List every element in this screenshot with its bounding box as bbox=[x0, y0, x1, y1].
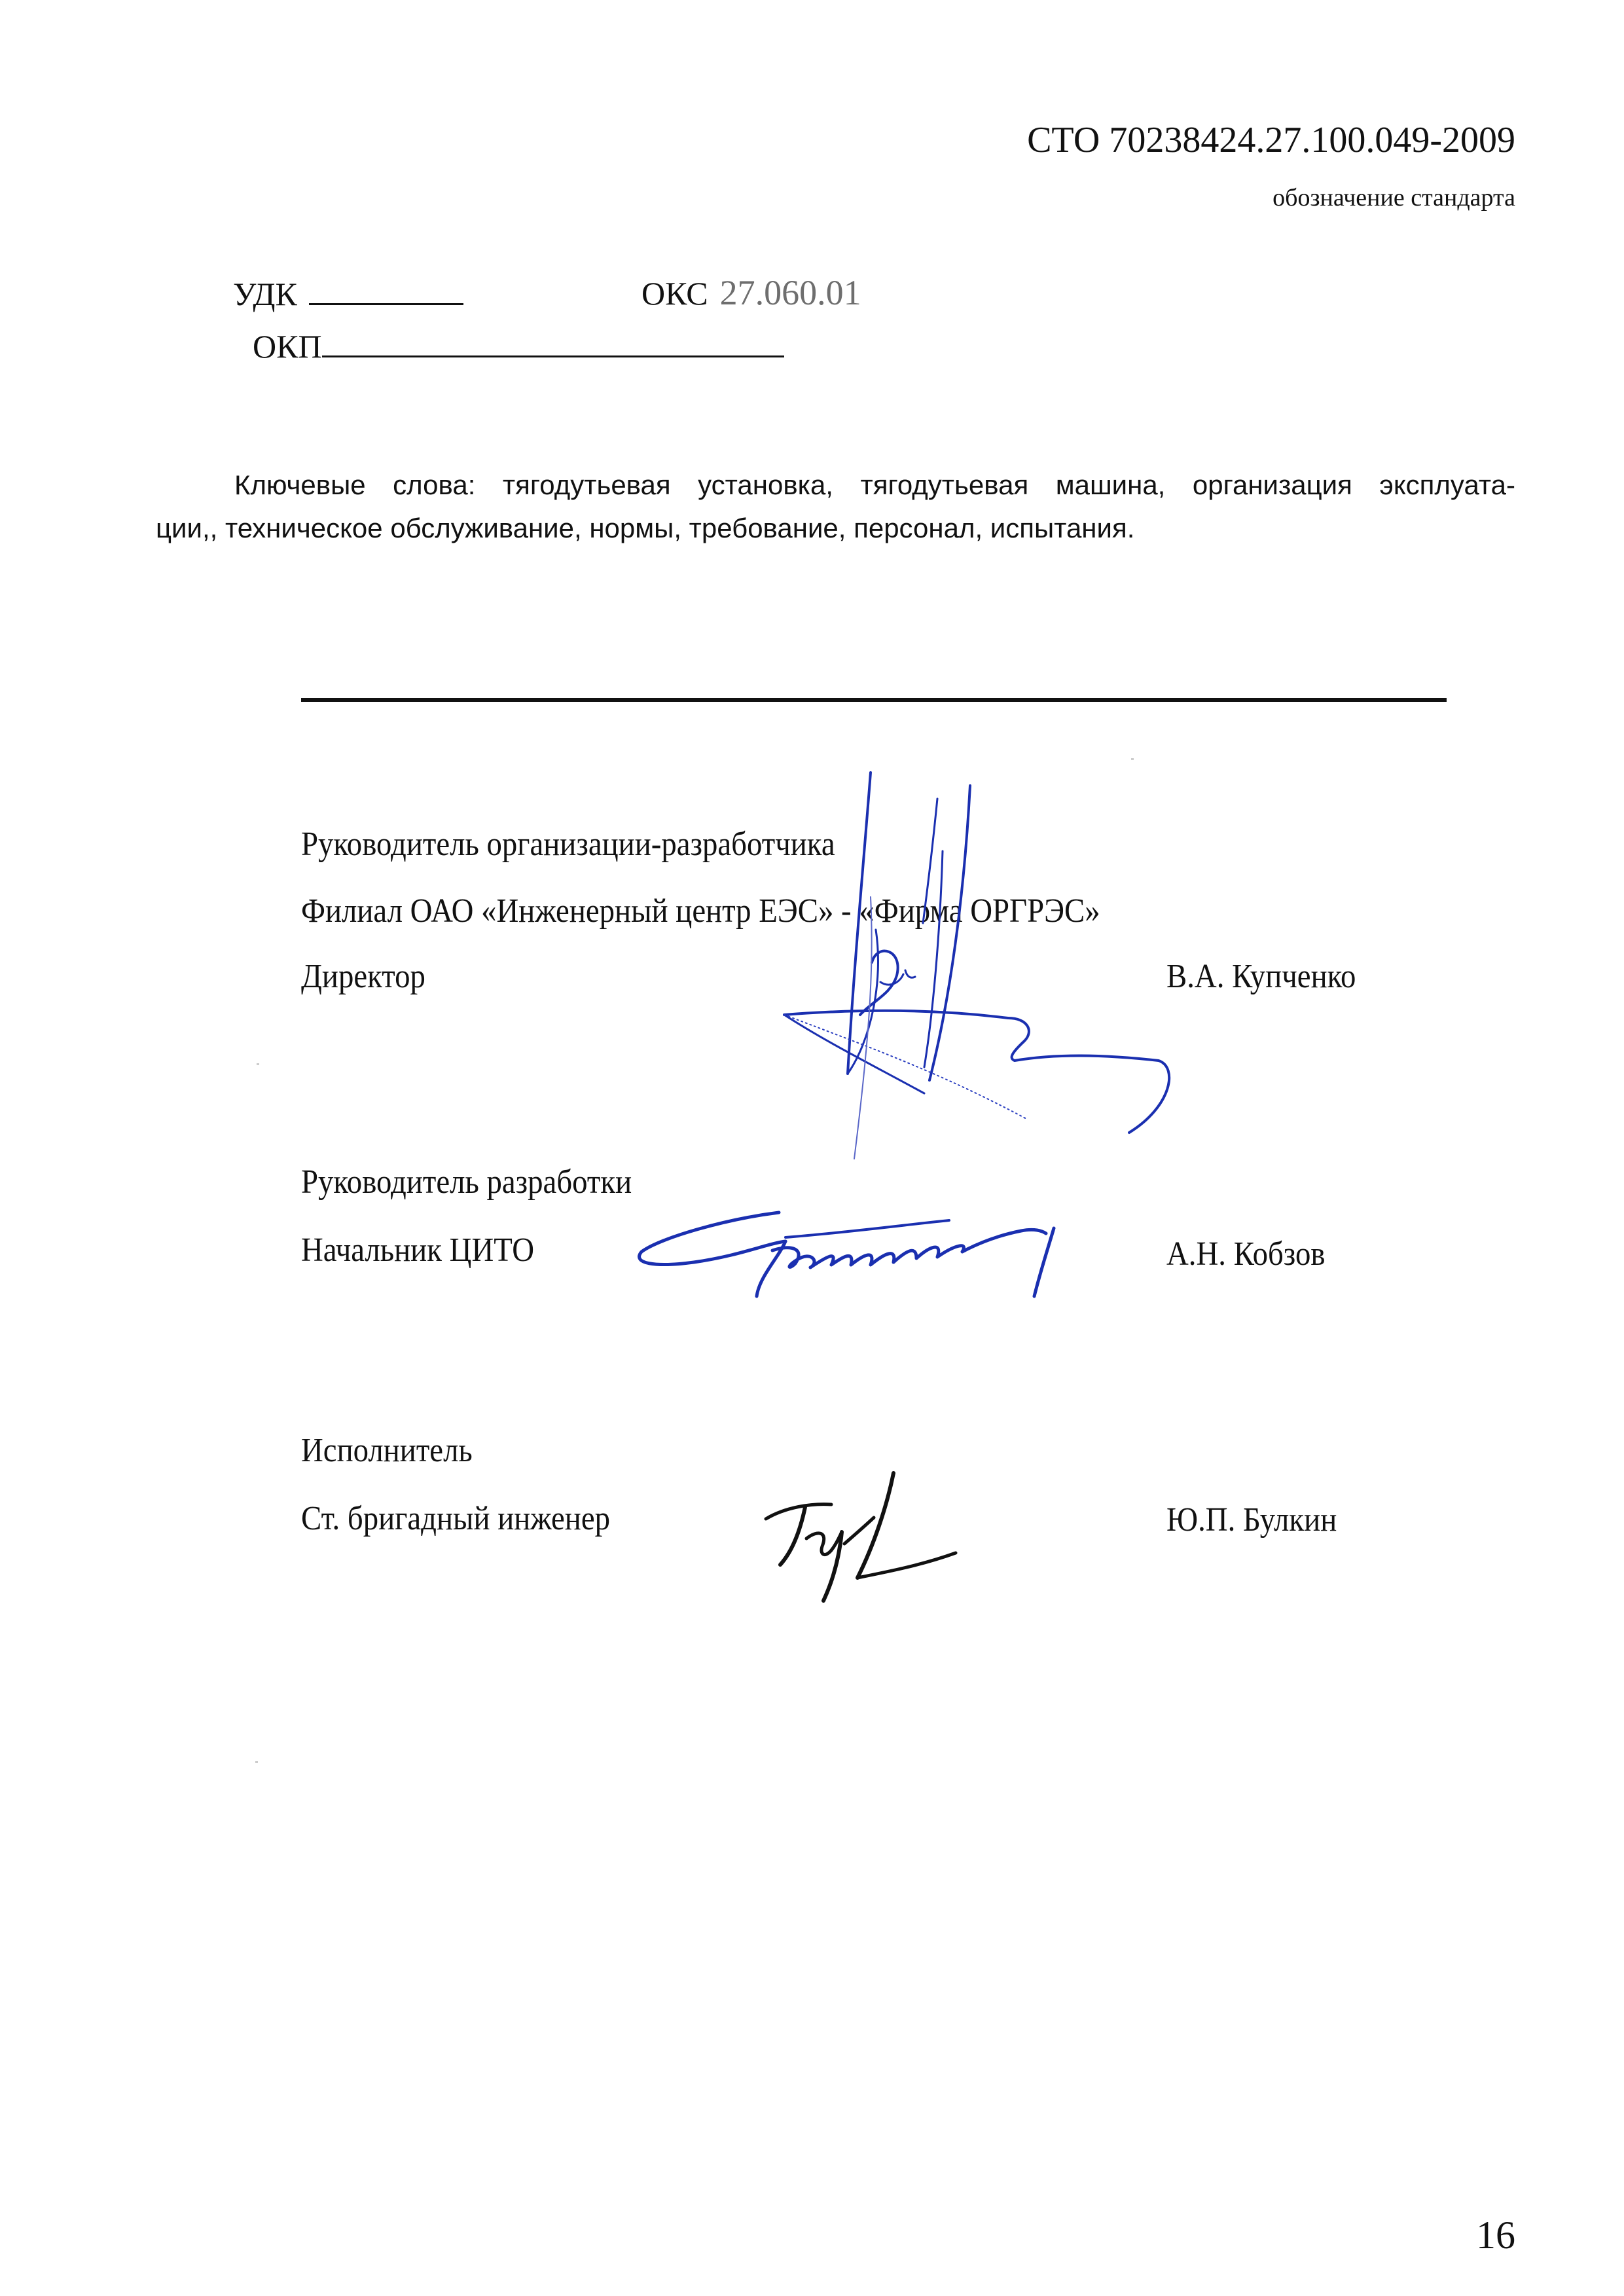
signature-3-role-line-1: Исполнитель bbox=[301, 1432, 473, 1469]
signature-3-role-line-2: Ст. бригадный инженер bbox=[301, 1500, 611, 1537]
oks-value: 27.060.01 bbox=[719, 273, 861, 312]
keywords-line-1: Ключевые слова: тягодутьевая установка, тягодутьевая машина, организация эксплуата- bbox=[234, 469, 1515, 500]
okp-line bbox=[253, 327, 784, 365]
signature-1-role-line-2: Филиал ОАО «Инженерный центр ЕЭС» - «Фирма ОРГРЭС» bbox=[301, 892, 1100, 930]
handwritten-signature-3 bbox=[759, 1467, 962, 1604]
okp-blank bbox=[322, 355, 784, 357]
signature-3-name: Ю.П. Булкин bbox=[1166, 1501, 1337, 1539]
keywords-line-2: ции,, техническое обслуживание, нормы, требование, персонал, испытания. bbox=[156, 513, 1135, 543]
handwritten-signature-1 bbox=[772, 766, 1191, 1185]
okp-label: ОКП bbox=[253, 328, 322, 365]
signature-1-role-line-1: Руководитель организации-разработчика bbox=[301, 826, 835, 863]
horizontal-rule bbox=[301, 698, 1447, 702]
standard-code: СТО 70238424.27.100.049-2009 bbox=[1027, 120, 1515, 160]
standard-code-caption: обозначение стандарта bbox=[1272, 184, 1515, 211]
page-number: 16 bbox=[1476, 2214, 1515, 2257]
udk-label: УДК bbox=[233, 276, 297, 312]
scan-speck bbox=[1131, 758, 1134, 760]
keywords-paragraph bbox=[156, 464, 1515, 550]
scan-speck bbox=[255, 1761, 258, 1763]
scan-speck bbox=[257, 1063, 259, 1065]
udk-line bbox=[233, 275, 463, 313]
signature-2-name: А.Н. Кобзов bbox=[1166, 1235, 1326, 1273]
signature-1-name: В.А. Купченко bbox=[1166, 958, 1356, 995]
signature-1-role-line-3: Директор bbox=[301, 958, 425, 995]
udk-blank bbox=[309, 302, 463, 305]
oks-label: ОКС bbox=[641, 275, 708, 312]
oks-line bbox=[641, 272, 861, 313]
signature-2-role-line-2: Начальник ЦИТО bbox=[301, 1231, 535, 1269]
signature-2-role-line-1: Руководитель разработки bbox=[301, 1163, 632, 1201]
handwritten-signature-2 bbox=[635, 1205, 1074, 1309]
